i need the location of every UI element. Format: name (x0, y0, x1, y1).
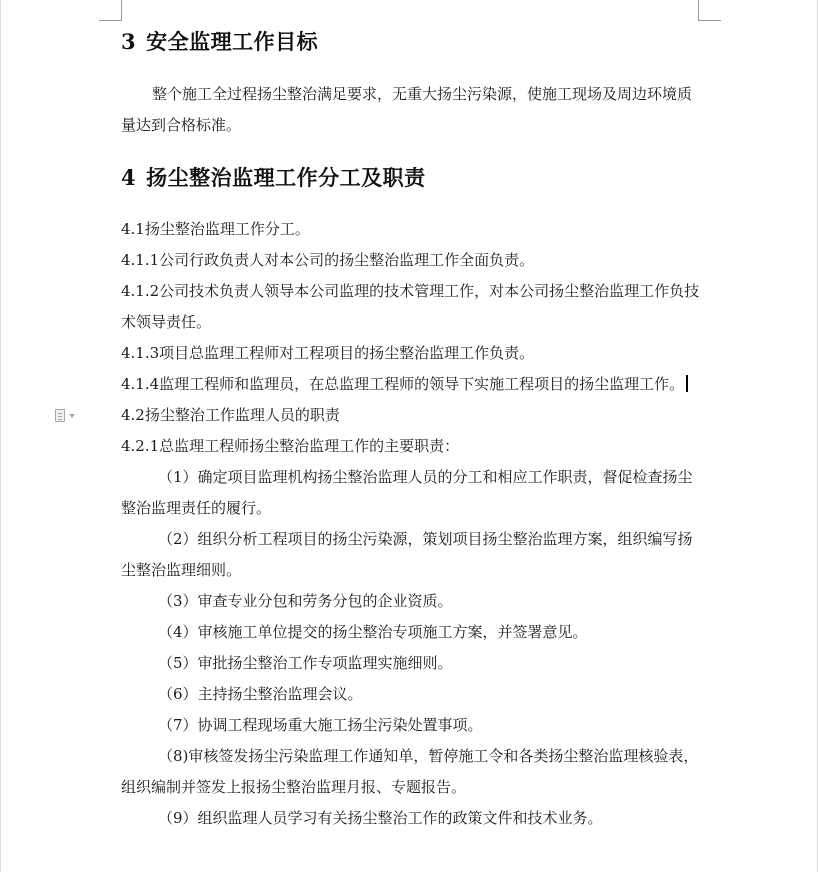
duty-6: （6）主持扬尘整治监理会议。 (158, 685, 363, 703)
top-left-margin-mark (99, 0, 122, 21)
heading-4-number: 4 (121, 165, 137, 190)
item-4-1-1: 4.1.1公司行政负责人对本公司的扬尘整治监理工作全面负责。 (121, 251, 535, 269)
heading-3-title: 安全监理工作目标 (146, 29, 319, 54)
duty-9: （9）组织监理人员学习有关扬尘整治工作的政策文件和技术业务。 (158, 809, 603, 827)
page-left-edge (0, 0, 1, 872)
item-4-1-3: 4.1.3项目总监理工程师对工程项目的扬尘整治监理工作负责。 (121, 344, 535, 362)
document-body[interactable] (121, 24, 701, 834)
text-cursor (686, 375, 688, 392)
intro-paragraph: 整个施工全过程扬尘整治满足要求，无重大扬尘污染源，使施工现场及周边环境质量达到合格标准。 (121, 85, 693, 134)
duty-5: （5）审批扬尘整治工作专项监理实施细则。 (158, 654, 453, 672)
heading-4-title: 扬尘整治监理工作分工及职责 (146, 165, 426, 190)
item-4-1-2: 4.1.2公司技术负责人领导本公司监理的技术管理工作，对本公司扬尘整治监理工作负技术领导责任。 (121, 282, 700, 331)
paragraph-layout-button[interactable] (55, 409, 75, 422)
duty-1: （1）确定项目监理机构扬尘整治监理人员的分工和相应工作职责，督促检查扬尘整治监理责任的履行。 (121, 468, 693, 517)
section-4-2-title: 4.2扬尘整治工作监理人员的职责 (121, 406, 340, 424)
item-4-1-4: 4.1.4监理工程师和监理员，在总监理工程师的领导下实施工程项目的扬尘监理工作。 (121, 375, 685, 393)
duty-4: （4）审核施工单位提交的扬尘整治专项施工方案，并签署意见。 (158, 623, 588, 641)
document-icon (55, 409, 65, 422)
duty-2: （2）组织分析工程项目的扬尘污染源，策划项目扬尘整治监理方案，组织编写扬尘整治监理细则。 (121, 530, 693, 579)
section-4-1-title: 4.1扬尘整治监理工作分工。 (121, 220, 310, 238)
top-right-margin-mark (698, 0, 721, 21)
heading-section-3 (121, 24, 701, 60)
section-4-2-1-subtitle: 4.2.1总监理工程师扬尘整治监理工作的主要职责： (121, 437, 460, 455)
heading-section-4 (121, 160, 701, 196)
item-4-1-4-paragraph (121, 369, 701, 400)
duty-3: （3）审查专业分包和劳务分包的企业资质。 (158, 592, 453, 610)
heading-3-number: 3 (121, 29, 137, 54)
duty-7: （7）协调工程现场重大施工扬尘污染处置事项。 (158, 716, 483, 734)
duty-8: （8)审核签发扬尘污染监理工作通知单，暂停施工令和各类扬尘整治监理核验表，组织编制并签发上报扬尘整治监理月报、专题报告。 (121, 747, 699, 796)
caret-down-icon (69, 414, 75, 418)
